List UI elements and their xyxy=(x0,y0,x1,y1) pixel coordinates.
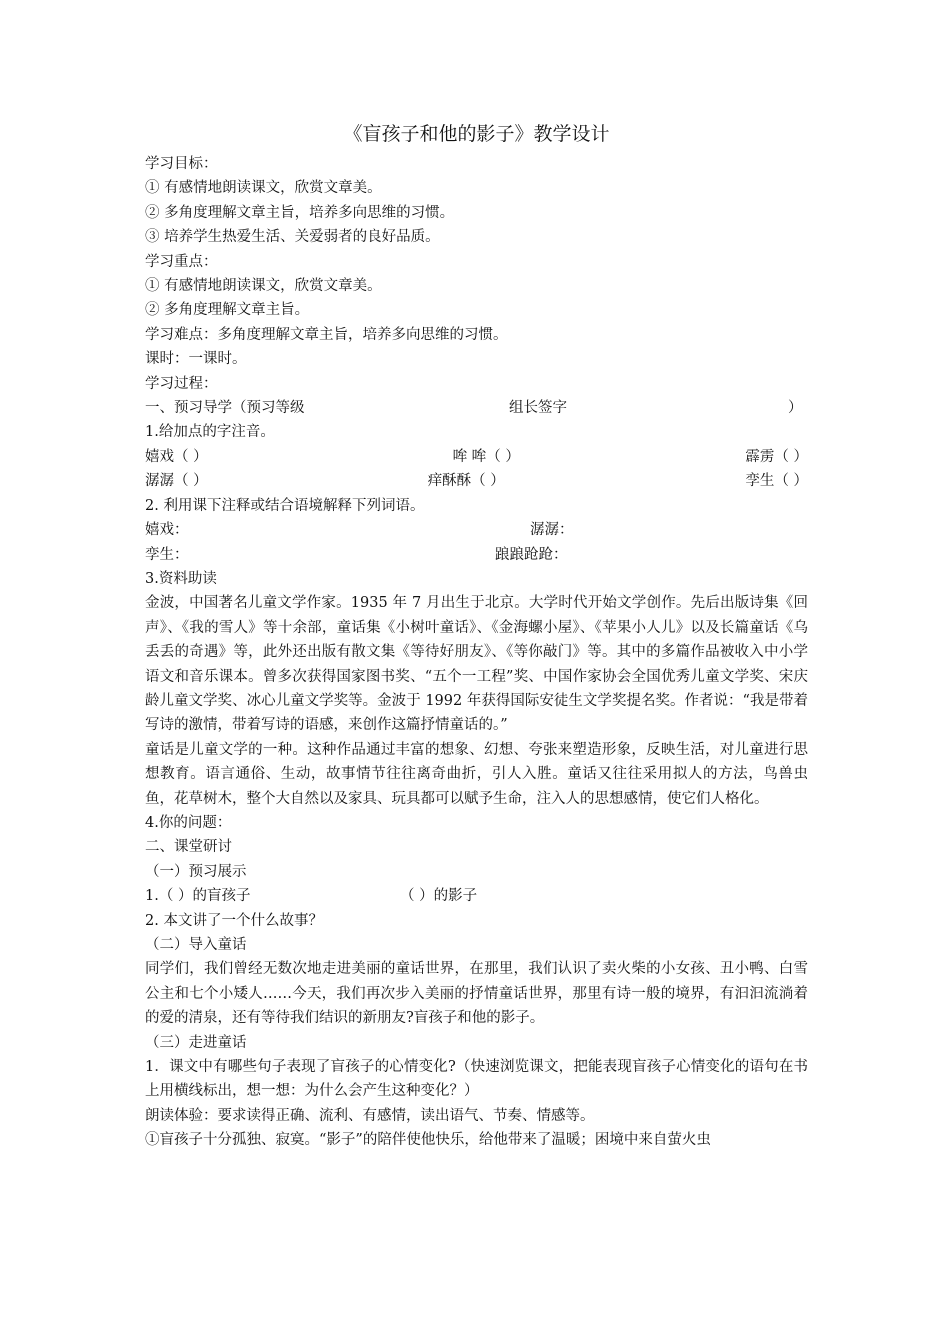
reading-requirement: 朗读体验：要求读得正确、流利、有感情，读出语气、节奏、情感等。 xyxy=(145,1107,595,1124)
section-2-heading: 二、课堂研讨 xyxy=(145,839,232,856)
story-question: 2. 本文讲了一个什么故事？ xyxy=(145,912,323,929)
author-paragraph: 金波，中国著名儿童文学作家。1935 年 7 月出生于北京。大学时代开始文学创作。先后出版诗集《回声》、《我的雪人》等十余部，童话集《小树叶童话》、《金海螺小屋》、《苹果小人儿》以及长篇童话《乌丢丢的奇遇》等，此外还出版有散文集《等待好朋友》、《等你敲门》等。其中的多篇作品被收入中小学语文和音乐课本。曾多次获得国家图书奖、“五个一工程”奖、中国作家协会全国优秀儿童文学奖、宋庆龄儿童文学奖、冰心儿童文学奖等。金波于 1992 年获得国际安徒生文学奖提名奖。作者说：“我是带着写诗的激情，带着写诗的语感，来创作这篇抒情童话的。” xyxy=(145,595,808,734)
intro-paragraph: 同学们，我们曾经无数次地走进美丽的童话世界，在那里，我们认识了卖火柴的小女孩、丑小鸭、白雪公主和七个小矮人……今天，我们再次步入美丽的抒情童话世界，那里有诗一般的境界，有汩汩流淌着的爱的清泉，还有等待我们结识的新朋友?盲孩子和他的影子。 xyxy=(145,961,808,1027)
fill-row xyxy=(145,884,808,908)
pinyin-row-2 xyxy=(145,469,808,493)
heading-key-points: 学习重点： xyxy=(145,253,218,270)
key-point-1: ① 有感情地朗读课文，欣赏文章美。 xyxy=(145,278,382,295)
words-row-2 xyxy=(145,543,808,567)
goal-item-3: ③ 培养学生热爱生活、关爱弱者的良好品质。 xyxy=(145,229,440,246)
page-title: 《盲孩子和他的影子》教学设计 xyxy=(343,123,610,145)
difficulty-line: 学习难点：多角度理解文章主旨，培养多向思维的习惯。 xyxy=(145,326,508,343)
goal-item-1: ① 有感情地朗读课文，欣赏文章美。 xyxy=(145,180,382,197)
document-page xyxy=(145,120,808,1153)
word-item: 嬉戏： xyxy=(145,522,189,539)
subsection-2-heading: （二）导入童话 xyxy=(145,937,247,953)
pinyin-row-1 xyxy=(145,445,808,469)
word-item: 潺潺： xyxy=(530,522,574,539)
analysis-line: ①盲孩子十分孤独、寂寞。“影子”的陪伴使他快乐，给他带来了温暖；困境中来自萤火虫 xyxy=(145,1132,711,1149)
pinyin-item: 霹雳（ ） xyxy=(745,448,808,465)
pinyin-item: 痒酥酥（ ） xyxy=(427,473,505,490)
fairy-tale-paragraph: 童话是儿童文学的一种。这种作品通过丰富的想象、幻想、夸张来塑造形象，反映生活，对儿童进行思想教育。语言通俗、生动，故事情节往往离奇曲折，引人入胜。童话又往往采用拟人的方法，鸟兽虫鱼，花草树木，整个大自然以及家具、玩具都可以赋予生命，注入人的思想感情，使它们人格化。 xyxy=(145,741,808,807)
class-hours-line: 课时：一课时。 xyxy=(145,351,247,368)
words-row-1 xyxy=(145,518,808,542)
goal-item-2: ② 多角度理解文章主旨，培养多向思维的习惯。 xyxy=(145,204,455,221)
mood-question-paragraph: 1．课文中有哪些句子表现了盲孩子的心情变化?（快速浏览课文，把能表现盲孩子心情变化的语句在书上用横线标出，想一想：为什么会产生这种变化？） xyxy=(145,1059,808,1100)
heading-process: 学习过程： xyxy=(145,375,218,392)
pinyin-item: 嬉戏（ ） xyxy=(145,448,208,465)
preview-close-paren: ） xyxy=(788,400,803,417)
word-item: 踉踉跄跄： xyxy=(495,546,568,563)
subsection-1-heading: （一）预习展示 xyxy=(145,863,247,880)
word-item: 孪生： xyxy=(145,546,189,563)
heading-goals: 学习目标： xyxy=(145,156,218,172)
fill-item-1: 1.（ ）的盲孩子 xyxy=(145,888,251,905)
fill-item-2: （ ）的影子 xyxy=(400,888,478,905)
question-1-label: 1.给加点的字注音。 xyxy=(145,424,275,441)
pinyin-item: 哞 哞（ ） xyxy=(452,448,520,465)
subsection-3-heading: （三）走进童话 xyxy=(145,1034,247,1051)
question-4-label: 4.你的问题： xyxy=(145,814,232,831)
pinyin-item: 潺潺（ ） xyxy=(145,473,208,490)
question-2-label: 2. 利用课下注释或结合语境解释下列词语。 xyxy=(145,497,425,514)
preview-level-label: 一、预习导学（预习等级 xyxy=(145,400,305,417)
leader-sign-label: 组长签字 xyxy=(509,400,567,417)
question-3-label: 3.资料助读 xyxy=(145,570,217,587)
key-point-2: ② 多角度理解文章主旨。 xyxy=(145,302,310,319)
preview-row xyxy=(145,396,808,420)
pinyin-item: 孪生（ ） xyxy=(745,473,808,490)
